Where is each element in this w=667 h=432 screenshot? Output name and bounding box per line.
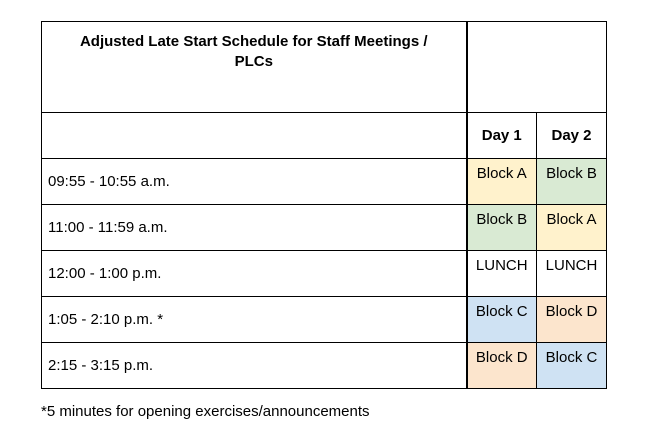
time-cell: 11:00 - 11:59 a.m. [42,205,467,251]
day-2-block-cell: Block A [537,205,607,251]
footnote: *5 minutes for opening exercises/announcements [41,403,370,420]
title-row [42,22,607,113]
time-cell: 2:15 - 3:15 p.m. [42,343,467,389]
table-row [42,297,607,343]
day-2-header: Day 2 [537,113,607,159]
day-1-block-cell: Block D [467,343,537,389]
day-1-block-cell: Block A [467,159,537,205]
day-1-block-cell: LUNCH [467,251,537,297]
day-2-block-cell: Block B [537,159,607,205]
time-cell: 1:05 - 2:10 p.m. * [42,297,467,343]
header-row [42,113,607,159]
schedule-table [41,21,607,389]
table-row [42,205,607,251]
day-1-header: Day 1 [467,113,537,159]
time-cell: 12:00 - 1:00 p.m. [42,251,467,297]
header-blank-cell [42,113,467,159]
day-2-block-cell: Block C [537,343,607,389]
table-title-cell [42,22,467,113]
table-title: Adjusted Late Start Schedule for Staff Meetings / PLCs [79,33,428,70]
day-2-block-cell: LUNCH [537,251,607,297]
day-2-block-cell: Block D [537,297,607,343]
table-row [42,343,607,389]
time-cell: 09:55 - 10:55 a.m. [42,159,467,205]
title-blank-cell [467,22,607,113]
table-row [42,251,607,297]
day-1-block-cell: Block B [467,205,537,251]
table-row [42,159,607,205]
day-1-block-cell: Block C [467,297,537,343]
